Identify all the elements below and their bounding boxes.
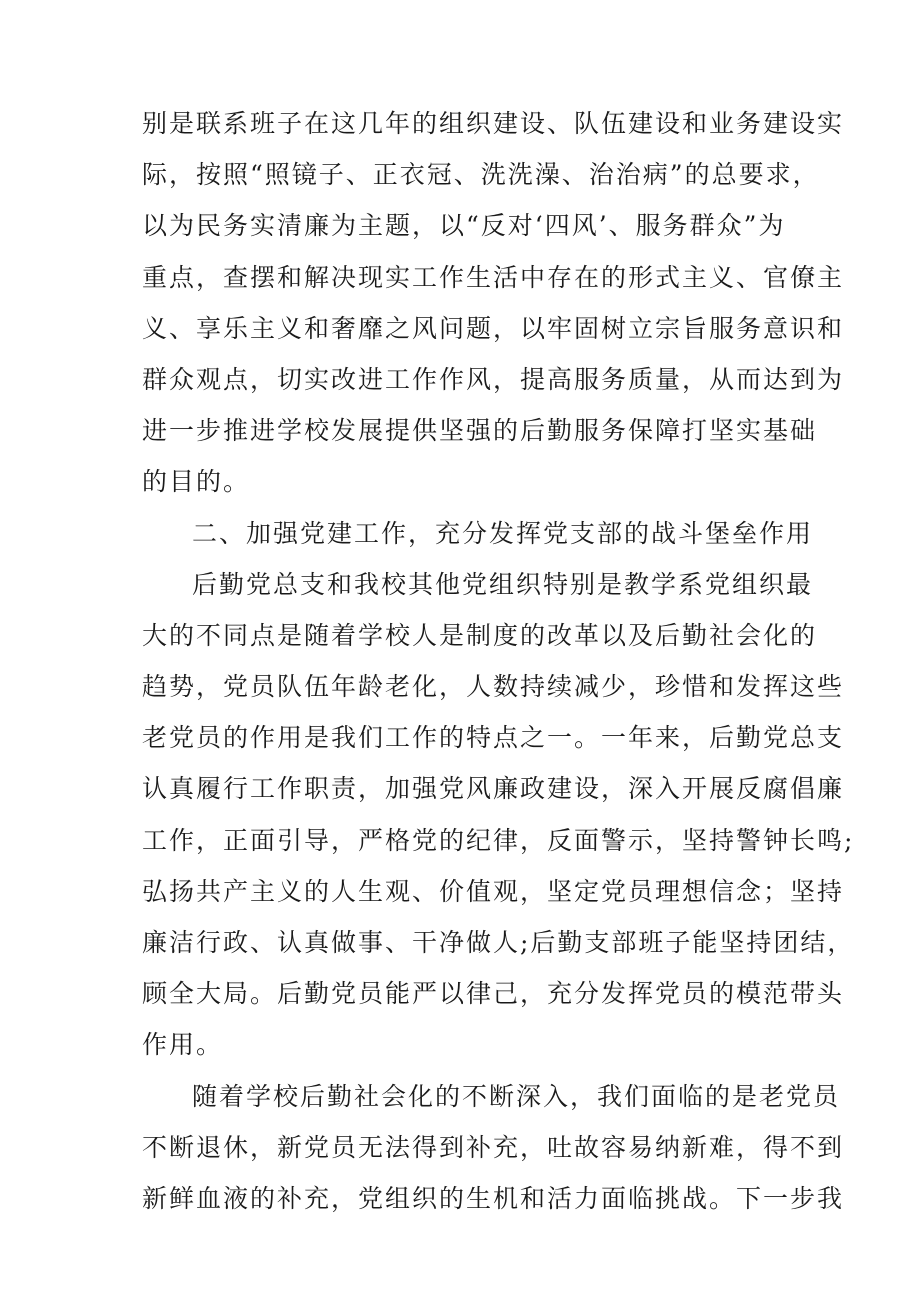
text-line: 认真履行工作职责，加强党风廉政建设，深入开展反腐倡廉 bbox=[142, 774, 845, 804]
text-line: 老党员的作用是我们工作的特点之一。一年来，后勤党总支 bbox=[142, 723, 845, 753]
text-line: 以为民务实清廉为主题，以“反对‘四风’、服务群众”为 bbox=[142, 211, 786, 241]
document-body bbox=[142, 98, 855, 1224]
text-line: 作用。 bbox=[142, 1030, 224, 1060]
text-line: 顾全大局。后勤党员能严以律己，充分发挥党员的模范带头 bbox=[142, 979, 845, 1009]
section-heading: 二、加强党建工作，充分发挥党支部的战斗堡垒作用 bbox=[192, 518, 814, 548]
text-line: 工作，正面引导，严格党的纪律，反面警示，坚持警钟长鸣; bbox=[142, 825, 855, 855]
text-line: 群众观点，切实改进工作作风，提高服务质量，从而达到为 bbox=[142, 364, 845, 394]
text-line: 弘扬共产主义的人生观、价值观，坚定党员理想信念；坚持 bbox=[142, 876, 845, 906]
text-line: 廉洁行政、认真做事、干净做人;后勤支部班子能坚持团结， bbox=[142, 928, 855, 957]
text-line: 随着学校后勤社会化的不断深入，我们面临的是老党员 bbox=[192, 1081, 841, 1111]
text-line: 的目的。 bbox=[142, 467, 251, 497]
text-line: 别是联系班子在这几年的组织建设、队伍建设和业务建设实 bbox=[142, 109, 845, 138]
text-line: 进一步推进学校发展提供坚强的后勤服务保障打坚实基础 bbox=[142, 416, 818, 446]
text-line: 际，按照“照镜子、正衣冠、洗洗澡、治治病”的总要求， bbox=[142, 160, 820, 190]
text-line: 不断退休，新党员无法得到补充，吐故容易纳新难，得不到 bbox=[142, 1132, 845, 1162]
text-line: 后勤党总支和我校其他党组织特别是教学系党组织最 bbox=[192, 569, 814, 599]
text-line: 大的不同点是随着学校人是制度的改革以及后勤社会化的 bbox=[142, 620, 818, 650]
text-line: 重点，查摆和解决现实工作生活中存在的形式主义、官僚主 bbox=[142, 262, 845, 292]
text-line: 新鲜血液的补充，党组织的生机和活力面临挑战。下一步我 bbox=[142, 1183, 845, 1213]
text-line: 义、享乐主义和奢靡之风问题，以牢固树立宗旨服务意识和 bbox=[142, 313, 845, 343]
text-line: 趋势，党员队伍年龄老化，人数持续减少，珍惜和发挥这些 bbox=[142, 672, 845, 702]
